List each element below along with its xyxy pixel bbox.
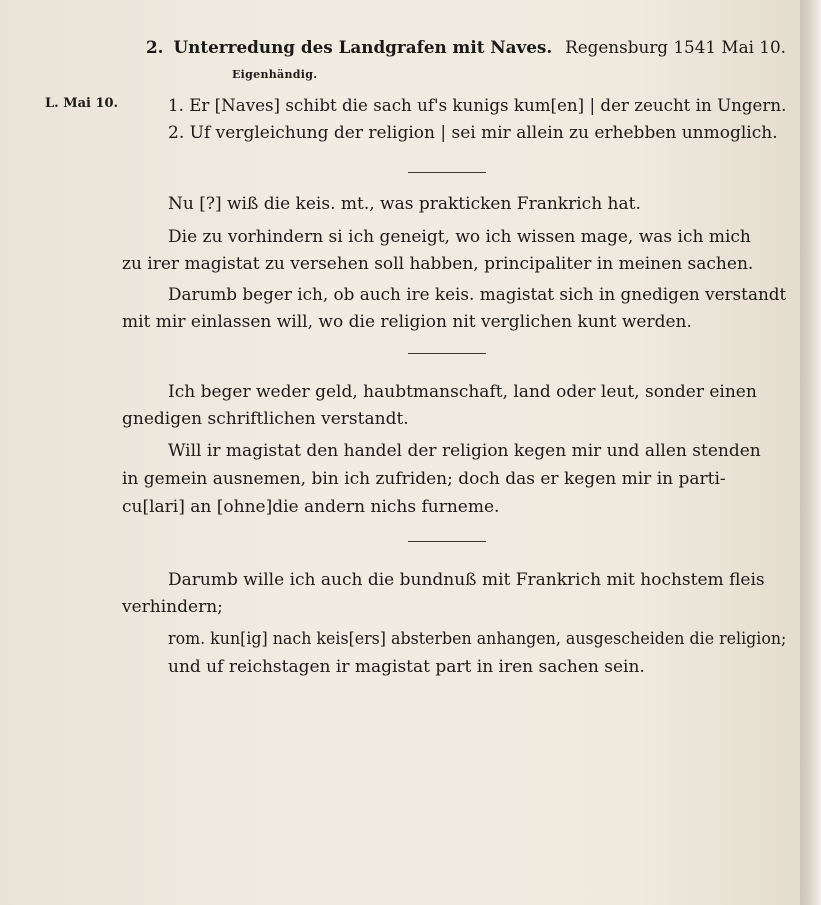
- text-line: Nu [?] wiß die keis. mt., was prakticken Frankrich hat.: [168, 194, 641, 214]
- section-heading: [146, 36, 786, 58]
- source-note: Eigenhändig.: [232, 68, 318, 81]
- text-line: verhindern;: [122, 597, 223, 617]
- text-line: Ich beger weder geld, haubtmanschaft, land oder leut, sonder einen: [168, 382, 757, 402]
- text-line: Will ir magistat den handel der religion kegen mir und allen stenden: [168, 441, 761, 461]
- section-number: 2.: [146, 37, 164, 57]
- text-line: 2. Uf vergleichung der religion | sei mir allein zu erhebben unmoglich.: [168, 123, 778, 143]
- section-divider: [408, 172, 486, 173]
- margin-date-note: L. Mai 10.: [45, 96, 119, 111]
- text-line: mit mir einlassen will, wo die religion nit verglichen kunt werden.: [122, 312, 692, 332]
- text-line: 1. Er [Naves] schibt die sach uf's kunigs kum[en] | der zeucht in Ungern.: [168, 96, 787, 116]
- text-line: Die zu vorhindern si ich geneigt, wo ich wissen mage, was ich mich: [168, 227, 751, 247]
- text-line: rom. kun[ig] nach keis[ers] absterben anhangen, ausgescheiden die religion;: [168, 629, 787, 649]
- text-line: in gemein ausnemen, bin ich zufriden; doch das er kegen mir in parti-: [122, 469, 726, 489]
- section-divider: [408, 353, 486, 354]
- page-edge: [800, 0, 821, 905]
- text-line: Darumb wille ich auch die bundnuß mit Frankrich mit hochstem fleis: [168, 570, 765, 590]
- text-line: gnedigen schriftlichen verstandt.: [122, 409, 409, 429]
- text-line: und uf reichstagen ir magistat part in iren sachen sein.: [168, 657, 645, 677]
- text-line: Darumb beger ich, ob auch ire keis. magistat sich in gnedigen verstandt: [168, 285, 787, 305]
- place-date: Regensburg 1541 Mai 10.: [565, 37, 786, 57]
- section-title: Unterredung des Landgrafen mit Naves.: [173, 37, 553, 57]
- text-line: zu irer magistat zu versehen soll habben, principaliter in meinen sachen.: [122, 254, 754, 274]
- text-line: cu[lari] an [ohne]die andern nichs furneme.: [122, 497, 500, 517]
- section-divider: [408, 541, 486, 542]
